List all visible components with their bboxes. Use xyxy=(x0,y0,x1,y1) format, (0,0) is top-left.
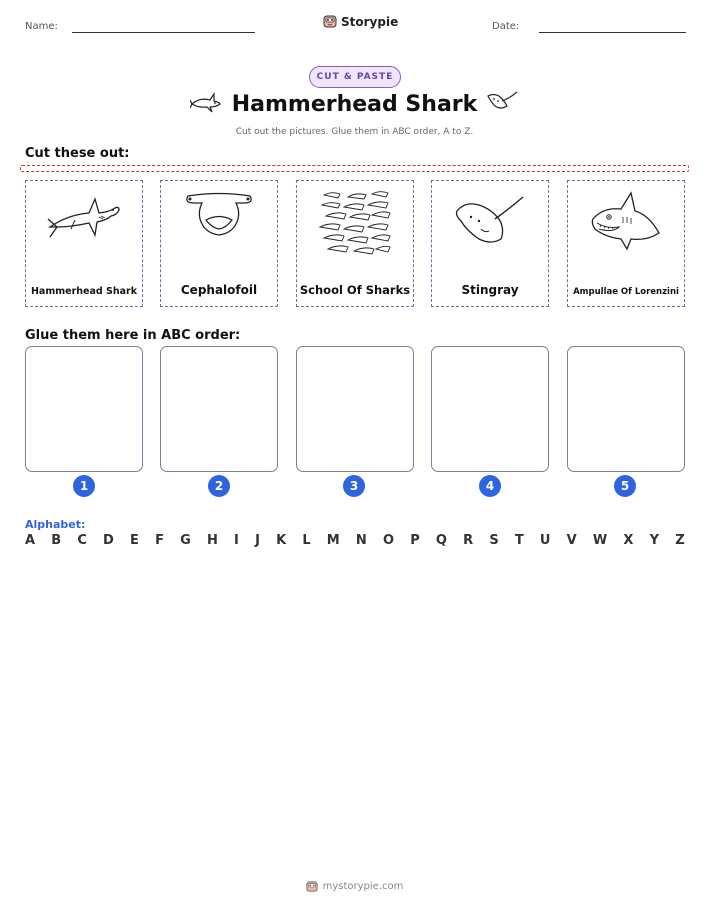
alphabet-letter: X xyxy=(623,533,634,548)
storypie-mascot-icon xyxy=(323,14,337,29)
slot-number-2: 2 xyxy=(208,475,230,497)
alphabet-letter: S xyxy=(489,533,499,548)
alphabet-letter: H xyxy=(206,533,218,548)
glue-slot-5[interactable] xyxy=(567,346,685,472)
alphabet-letter: K xyxy=(276,533,287,548)
slot-number-5: 5 xyxy=(614,475,636,497)
alphabet-letter: U xyxy=(539,533,551,548)
card-label: School Of Sharks xyxy=(299,283,411,297)
slot-number-1: 1 xyxy=(73,475,95,497)
alphabet-letter: A xyxy=(25,533,36,548)
alphabet-letter: P xyxy=(410,533,420,548)
card-label: Ampullae Of Lorenzini xyxy=(573,287,679,297)
stingray-icon xyxy=(451,189,529,251)
cut-card-cephalofoil[interactable] xyxy=(160,180,278,307)
footer-site[interactable]: mystorypie.com xyxy=(322,881,404,892)
alphabet-letter: L xyxy=(302,533,311,548)
glue-slot-3[interactable] xyxy=(296,346,414,472)
alphabet-letter: G xyxy=(180,533,191,548)
glue-slot-4[interactable] xyxy=(431,346,549,472)
card-label: Stingray xyxy=(461,283,519,297)
alphabet-letter: W xyxy=(592,533,608,548)
alphabet-letter: Y xyxy=(649,533,660,548)
card-label: Hammerhead Shark xyxy=(30,286,138,297)
glue-section-heading: Glue them here in ABC order: xyxy=(25,328,241,343)
page-title: Hammerhead Shark xyxy=(231,92,478,117)
alphabet-letter: F xyxy=(155,533,164,548)
card-label: Cephalofoil xyxy=(180,283,258,297)
cut-section-heading: Cut these out: xyxy=(25,146,130,161)
alphabet-title: Alphabet: xyxy=(25,518,86,531)
storypie-mascot-icon xyxy=(306,880,318,893)
stingray-title-icon xyxy=(485,88,519,116)
alphabet-letter: M xyxy=(326,533,340,548)
alphabet-letter: T xyxy=(514,533,524,548)
hammerhead-shark-icon xyxy=(45,189,123,249)
cut-paste-badge: CUT & PASTE xyxy=(309,66,401,88)
alphabet-letter: V xyxy=(566,533,577,548)
alphabet-letter: N xyxy=(355,533,367,548)
alphabet-letter: D xyxy=(103,533,114,548)
cut-card-stingray[interactable] xyxy=(431,180,549,307)
name-line[interactable] xyxy=(72,32,255,33)
brand-name: Storypie xyxy=(341,14,399,29)
alphabet-letter: R xyxy=(463,533,474,548)
name-label: Name: xyxy=(25,21,58,32)
alphabet-letter: B xyxy=(51,533,62,548)
alphabet-letter: C xyxy=(77,533,87,548)
cephalofoil-icon xyxy=(180,189,258,249)
instructions: Cut out the pictures. Glue them in ABC order, A to Z. xyxy=(235,127,474,137)
date-line[interactable] xyxy=(539,32,686,33)
cut-line xyxy=(20,165,689,172)
glue-slot-2[interactable] xyxy=(160,346,278,472)
alphabet-letter: I xyxy=(234,533,239,548)
cut-card-school-of-sharks[interactable] xyxy=(296,180,414,307)
alphabet-letter: Q xyxy=(435,533,447,548)
slot-number-3: 3 xyxy=(343,475,365,497)
ampullae-shark-icon xyxy=(587,189,665,253)
alphabet-letter: O xyxy=(382,533,395,548)
glue-slot-1[interactable] xyxy=(25,346,143,472)
cut-card-ampullae-of-lorenzini[interactable] xyxy=(567,180,685,307)
alphabet-letter: J xyxy=(255,533,260,548)
slot-number-4: 4 xyxy=(479,475,501,497)
alphabet-letter: E xyxy=(130,533,139,548)
alphabet-letter: Z xyxy=(675,533,685,548)
footer xyxy=(0,880,709,893)
storypie-logo xyxy=(323,14,398,29)
date-label: Date: xyxy=(492,21,520,32)
alphabet-row xyxy=(25,533,685,548)
cut-card-hammerhead-shark[interactable] xyxy=(25,180,143,307)
school-of-sharks-icon xyxy=(316,189,394,269)
